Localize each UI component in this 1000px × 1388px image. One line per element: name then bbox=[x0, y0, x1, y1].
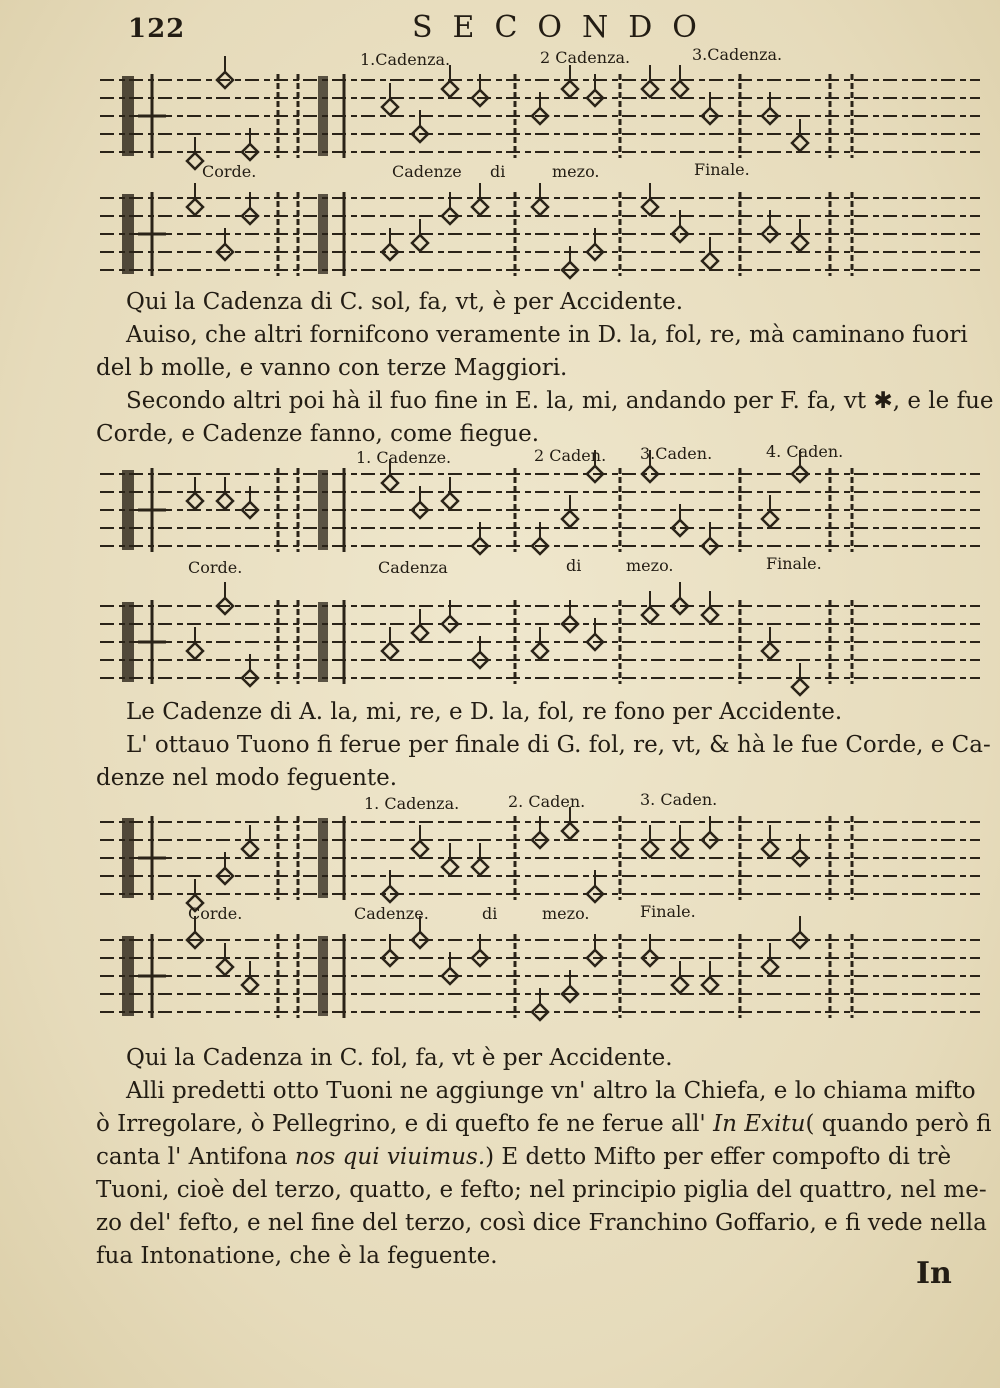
text-line: L' ottauo Tuono fi ferue per finale di G. fol, re, vt, & hà le fue Corde, e Ca- bbox=[126, 732, 991, 758]
label-cadenze-1: 1. Cadenze. bbox=[356, 448, 452, 467]
note-diamond bbox=[472, 859, 488, 875]
note-diamond bbox=[762, 841, 778, 857]
clef-block bbox=[318, 194, 328, 274]
note-diamond bbox=[532, 643, 548, 659]
page-number: 122 bbox=[128, 14, 186, 44]
label-cadenza: Cadenza bbox=[378, 558, 448, 577]
text-line: Qui la Cadenza di C. sol, fa, vt, è per Accidente. bbox=[126, 289, 684, 315]
catchword: In bbox=[916, 1256, 952, 1291]
note-diamond bbox=[412, 625, 428, 641]
text-line: Alli predetti otto Tuoni ne aggiunge vn' altro la Chiefa, e lo chiama mifto bbox=[126, 1078, 976, 1104]
note-diamond bbox=[762, 511, 778, 527]
clef-block bbox=[318, 470, 328, 550]
running-title: SECONDO bbox=[412, 10, 717, 45]
note-diamond bbox=[532, 199, 548, 215]
paragraph-2 bbox=[96, 696, 991, 795]
note-diamond bbox=[762, 959, 778, 975]
clef-block bbox=[318, 602, 328, 682]
note-diamond bbox=[382, 99, 398, 115]
clef-block bbox=[122, 818, 134, 898]
text-line: Secondo altri poi hà il fuo fine in E. la, mi, andando per F. fa, vt ✱, e le fue bbox=[126, 388, 994, 414]
text-line: Auiso, che altri fornifcono veramente in D. la, fol, re, mà caminano fuori bbox=[126, 322, 968, 348]
label-finale: Finale. bbox=[640, 902, 696, 921]
note-diamond bbox=[762, 643, 778, 659]
clef-block bbox=[318, 936, 328, 1016]
label-corde: Corde. bbox=[188, 558, 243, 577]
note-diamond bbox=[702, 977, 718, 993]
note-diamond bbox=[382, 475, 398, 491]
clef-block bbox=[122, 470, 134, 550]
label-caden-3: 3.Caden. bbox=[640, 444, 713, 463]
label-mezo: mezo. bbox=[552, 162, 600, 181]
note-diamond bbox=[562, 81, 578, 97]
label-caden-2: 2. Caden. bbox=[508, 792, 586, 811]
note-diamond bbox=[792, 135, 808, 151]
note-diamond bbox=[442, 859, 458, 875]
clef-block bbox=[122, 602, 134, 682]
note-diamond bbox=[562, 511, 578, 527]
label-finale: Finale. bbox=[694, 160, 750, 179]
label-finale: Finale. bbox=[766, 554, 822, 573]
note-diamond bbox=[642, 607, 658, 623]
text-line: Qui la Cadenza in C. fol, fa, vt è per Accidente. bbox=[126, 1045, 673, 1071]
note-diamond bbox=[672, 841, 688, 857]
note-diamond bbox=[702, 607, 718, 623]
label-cadenze: Cadenze bbox=[392, 162, 462, 181]
label-mezo: mezo. bbox=[542, 904, 590, 923]
label-di: di bbox=[482, 904, 498, 923]
note-diamond bbox=[672, 81, 688, 97]
text-line: Le Cadenze di A. la, mi, re, e D. la, fol, re fono per Accidente. bbox=[126, 699, 843, 725]
music-staff-upper-2 bbox=[100, 464, 980, 556]
text-line: del b molle, e vanno con terze Maggiori. bbox=[96, 355, 568, 381]
text-line: Corde, e Cadenze fanno, come fiegue. bbox=[96, 421, 540, 447]
text-line: denze nel modo feguente. bbox=[96, 765, 398, 791]
note-diamond bbox=[242, 841, 258, 857]
label-caden-4: 4. Caden. bbox=[766, 442, 844, 461]
paragraph-3 bbox=[96, 1042, 992, 1273]
label-caden-2: 2 Caden. bbox=[534, 446, 607, 465]
label-di: di bbox=[566, 556, 582, 575]
music-staff-lower-1 bbox=[100, 188, 980, 280]
clef-block bbox=[122, 194, 134, 274]
clef-block bbox=[318, 76, 328, 156]
note-diamond bbox=[642, 199, 658, 215]
text-line: ò Irregolare, ò Pellegrino, e di quefto fe ne ferue all' In Exitu( quando però fi bbox=[96, 1111, 992, 1137]
label-corde: Corde. bbox=[202, 162, 257, 181]
label-cadenza-1: 1. Cadenza. bbox=[364, 794, 460, 813]
note-diamond bbox=[187, 643, 203, 659]
note-diamond bbox=[217, 493, 233, 509]
clef-block bbox=[122, 936, 134, 1016]
note-diamond bbox=[792, 235, 808, 251]
note-diamond bbox=[442, 493, 458, 509]
label-cadenza-2: 2 Cadenza. bbox=[540, 48, 631, 67]
label-cadenza-3: 3.Cadenza. bbox=[692, 45, 783, 64]
text-line: canta l' Antifona nos qui viuimus.) E detto Mifto per effer compofto di trè bbox=[96, 1144, 952, 1170]
label-cadenza-1: 1.Cadenza. bbox=[360, 50, 451, 69]
note-diamond bbox=[412, 235, 428, 251]
label-corde: Corde. bbox=[188, 904, 243, 923]
note-diamond bbox=[702, 253, 718, 269]
note-diamond bbox=[672, 977, 688, 993]
text-line: zo del' fefto, e nel fine del terzo, così dice Franchino Goffario, e fi vede nella bbox=[96, 1210, 987, 1236]
note-diamond bbox=[382, 643, 398, 659]
music-staff-upper-1 bbox=[100, 70, 980, 162]
note-diamond bbox=[562, 823, 578, 839]
clef-block bbox=[318, 818, 328, 898]
paragraph-1 bbox=[96, 286, 994, 451]
note-diamond bbox=[187, 199, 203, 215]
label-cadenze: Cadenze. bbox=[354, 904, 429, 923]
label-caden-3: 3. Caden. bbox=[640, 790, 718, 809]
music-staff-lower-2 bbox=[100, 596, 980, 688]
note-diamond bbox=[792, 679, 808, 695]
music-staff-lower-3 bbox=[100, 930, 980, 1022]
note-diamond bbox=[217, 959, 233, 975]
text-line: fua Intonatione, che è la feguente. bbox=[96, 1243, 498, 1269]
text-line: Tuoni, cioè del terzo, quatto, e fefto; nel principio piglia del quattro, nel me- bbox=[96, 1177, 987, 1203]
label-di: di bbox=[490, 162, 506, 181]
italic-in-exitu: In Exitu bbox=[713, 1111, 806, 1137]
note-diamond bbox=[187, 153, 203, 169]
italic-antiphon: nos qui viuimus. bbox=[294, 1144, 486, 1170]
label-mezo: mezo. bbox=[626, 556, 674, 575]
note-diamond bbox=[472, 199, 488, 215]
note-diamond bbox=[412, 841, 428, 857]
music-staff-upper-3 bbox=[100, 812, 980, 904]
note-diamond bbox=[442, 81, 458, 97]
note-diamond bbox=[642, 841, 658, 857]
clef-block bbox=[122, 76, 134, 156]
note-diamond bbox=[242, 977, 258, 993]
note-diamond bbox=[642, 81, 658, 97]
note-diamond bbox=[187, 493, 203, 509]
